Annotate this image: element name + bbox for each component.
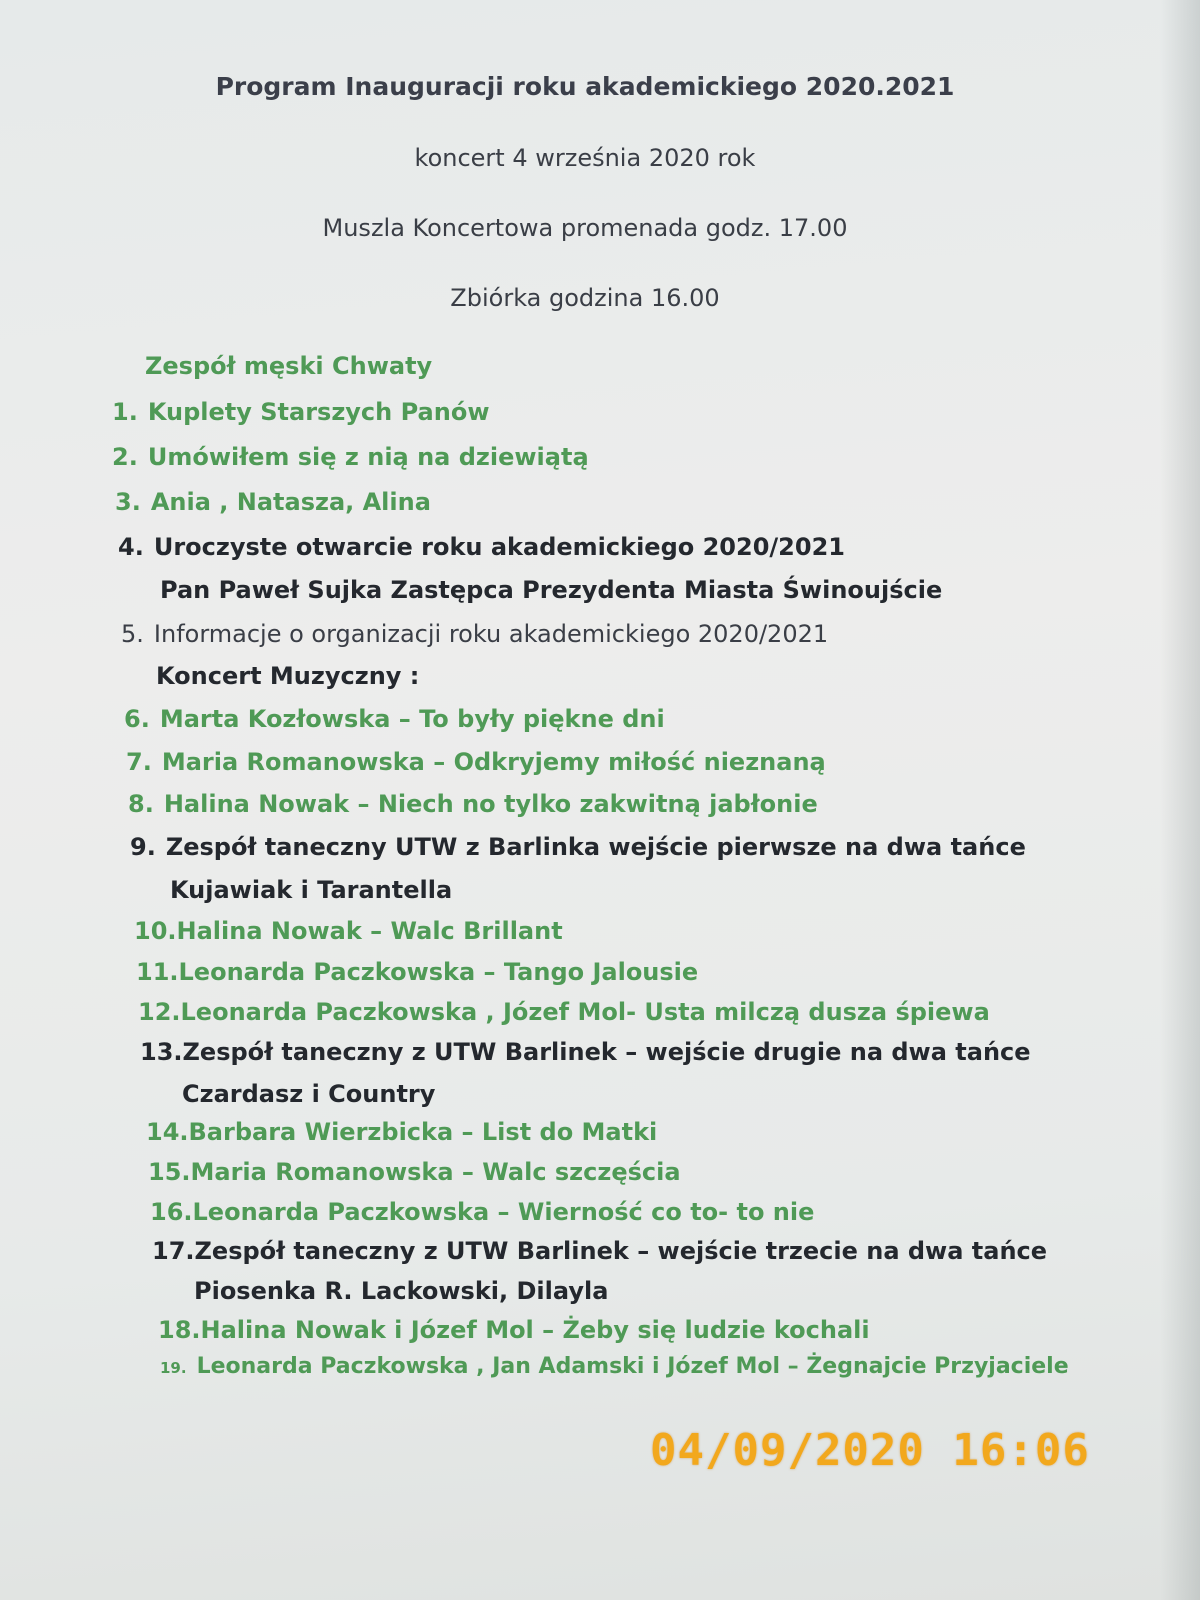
- item-text: Leonarda Paczkowska , Jan Adamski i Józef Mol – Żegnajcie Przyjaciele: [196, 1354, 1069, 1379]
- program-item: [124, 705, 665, 733]
- program-item: [121, 620, 828, 648]
- item-number: 2.: [112, 443, 138, 471]
- item-text: Ania , Natasza, Alina: [150, 488, 431, 516]
- item-text: Marta Kozłowska – To były piękne dni: [159, 705, 665, 733]
- item-text: Maria Romanowska – Odkryjemy miłość nieznaną: [161, 748, 826, 776]
- item-number: 7.: [126, 748, 152, 776]
- item-subline: Piosenka R. Lackowski, Dilayla: [194, 1277, 609, 1305]
- item-number: 3.: [115, 488, 141, 516]
- item-text: Zespół taneczny z UTW Barlinek – wejście trzecie na dwa tańce: [194, 1237, 1048, 1265]
- program-item: [112, 398, 490, 426]
- program-item: [130, 833, 1026, 861]
- program-item: [158, 1316, 870, 1344]
- item-number: 1.: [112, 398, 138, 426]
- program-item: [112, 443, 589, 471]
- item-number: 10.: [134, 917, 177, 945]
- gathering-line: Zbiórka godzina 16.00: [450, 284, 720, 312]
- item-number: 5.: [121, 620, 144, 648]
- program-item: [134, 917, 563, 945]
- item-number: 14.: [146, 1118, 189, 1146]
- item-number: 19.: [160, 1359, 187, 1377]
- item-text: Kuplety Starszych Panów: [147, 398, 490, 426]
- item-text: Informacje o organizacji roku akademickiego 2020/2021: [153, 620, 829, 648]
- program-item: [115, 488, 431, 516]
- camera-date-stamp: 04/09/2020 16:06: [650, 1425, 1090, 1476]
- program-item: [138, 998, 990, 1026]
- item-text: Halina Nowak i Józef Mol – Żeby się ludzie kochali: [200, 1316, 870, 1344]
- item-text: Halina Nowak – Walc Brillant: [176, 917, 563, 945]
- item-text: Zespół taneczny UTW z Barlinka wejście pierwsze na dwa tańce: [165, 833, 1026, 861]
- item-number: 13.: [140, 1038, 183, 1066]
- item-number: 18.: [158, 1316, 201, 1344]
- section-heading-chwaty: Zespół męski Chwaty: [145, 352, 433, 380]
- concert-date: koncert 4 września 2020 rok: [414, 144, 756, 172]
- item-number: 4.: [118, 533, 144, 561]
- item-number: 17.: [152, 1237, 195, 1265]
- program-item: [148, 1158, 681, 1186]
- venue-line: Muszla Koncertowa promenada godz. 17.00: [322, 214, 848, 242]
- item-text: Uroczyste otwarcie roku akademickiego 2020/2021: [153, 533, 845, 561]
- item-text: Zespół taneczny z UTW Barlinek – wejście drugie na dwa tańce: [182, 1038, 1031, 1066]
- program-item: [128, 790, 818, 818]
- item-number: 9.: [130, 833, 156, 861]
- program-item: [126, 748, 826, 776]
- item-subline: Czardasz i Country: [182, 1080, 436, 1108]
- item-number: 12.: [138, 998, 181, 1026]
- item-number: 16.: [150, 1198, 193, 1226]
- program-item: [140, 1038, 1031, 1066]
- program-item: [118, 533, 845, 561]
- program-item: [152, 1237, 1047, 1265]
- item-number: 8.: [128, 790, 154, 818]
- item-text: Leonarda Paczkowska , Józef Mol- Usta milczą dusza śpiewa: [180, 998, 990, 1026]
- item-text: Umówiłem się z nią na dziewiątą: [147, 443, 589, 471]
- item-text: Barbara Wierzbicka – List do Matki: [188, 1118, 658, 1146]
- item-subline: Kujawiak i Tarantella: [170, 876, 453, 904]
- program-item: [146, 1118, 657, 1146]
- program-item: [160, 1354, 1069, 1379]
- program-item: [136, 958, 698, 986]
- item-number: 15.: [148, 1158, 191, 1186]
- item-text: Halina Nowak – Niech no tylko zakwitną jabłonie: [163, 790, 818, 818]
- item-number: 11.: [136, 958, 179, 986]
- item-subline: Pan Paweł Sujka Zastępca Prezydenta Miasta Świnoujście: [160, 576, 943, 604]
- item-text: Leonarda Paczkowska – Tango Jalousie: [178, 958, 699, 986]
- document-title: Program Inauguracji roku akademickiego 2020.2021: [215, 72, 955, 101]
- item-text: Maria Romanowska – Walc szczęścia: [190, 1158, 681, 1186]
- item-text: Leonarda Paczkowska – Wierność co to- to nie: [192, 1198, 815, 1226]
- section-heading-koncert: Koncert Muzyczny :: [156, 662, 420, 690]
- item-number: 6.: [124, 705, 150, 733]
- program-item: [150, 1198, 814, 1226]
